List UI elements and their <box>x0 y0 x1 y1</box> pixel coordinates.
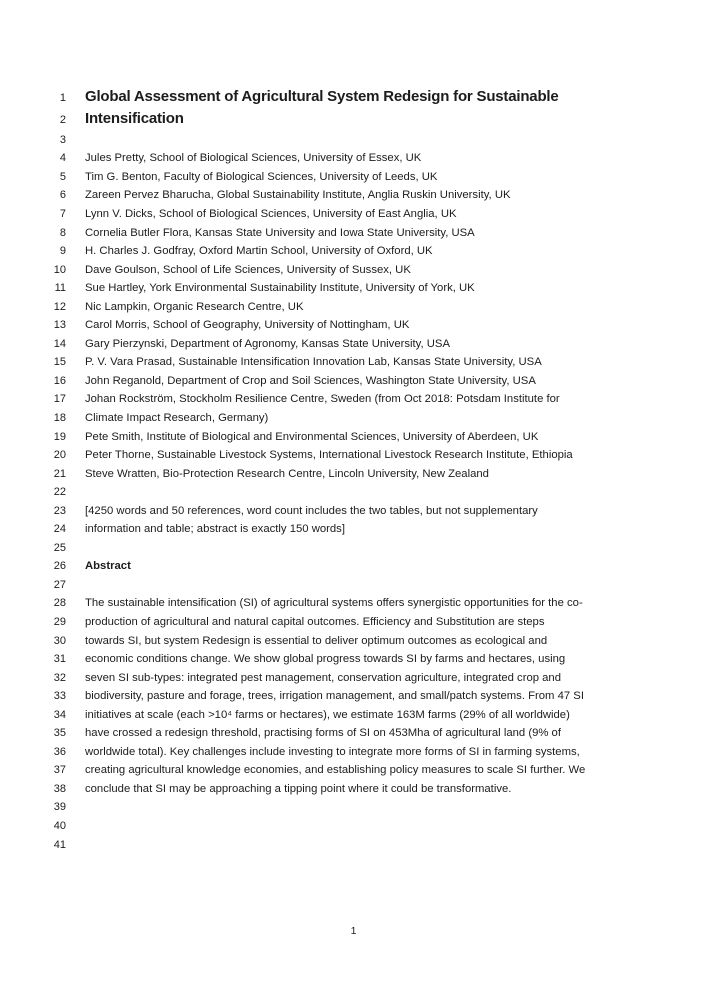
line-text: worldwide total). Key challenges include investing to integrate more forms of SI in farming systems, <box>85 745 580 758</box>
line-text: creating agricultural knowledge economies, and establishing policy measures to scale SI further. We <box>85 764 586 777</box>
line-number: 12 <box>53 300 66 313</box>
manuscript-line <box>0 706 677 725</box>
manuscript-line <box>0 298 677 317</box>
manuscript-line <box>0 687 677 706</box>
line-text: Global Assessment of Agricultural System Redesign for Sustainable <box>85 88 559 105</box>
manuscript-line <box>0 650 677 669</box>
line-text: Climate Impact Research, Germany) <box>85 411 269 424</box>
manuscript-line <box>0 632 677 651</box>
line-number: 22 <box>53 486 66 499</box>
line-number: 30 <box>53 634 66 647</box>
line-number: 4 <box>59 152 66 165</box>
line-number: 25 <box>53 541 66 554</box>
manuscript-line <box>0 149 677 168</box>
line-number: 38 <box>53 782 66 795</box>
manuscript-line <box>0 483 677 502</box>
manuscript-line <box>0 390 677 409</box>
manuscript-line <box>0 669 677 688</box>
manuscript-line <box>0 502 677 521</box>
line-text: Steve Wratten, Bio-Protection Research Centre, Lincoln University, New Zealand <box>85 467 489 480</box>
line-text: biodiversity, pasture and forage, trees, irrigation management, and small/patch systems. From 47 SI <box>85 690 584 703</box>
line-number: 34 <box>53 708 66 721</box>
line-number: 21 <box>53 467 66 480</box>
line-number: 10 <box>53 263 66 276</box>
line-text: John Reganold, Department of Crop and Soil Sciences, Washington State University, USA <box>85 374 536 387</box>
line-number: 33 <box>53 690 66 703</box>
line-number: 36 <box>53 745 66 758</box>
line-number: 28 <box>53 597 66 610</box>
line-number: 31 <box>53 653 66 666</box>
line-number: 5 <box>59 170 66 183</box>
manuscript-line <box>0 409 677 428</box>
manuscript-lines <box>0 86 677 854</box>
line-text: Pete Smith, Institute of Biological and Environmental Sciences, University of Aberdeen, UK <box>85 430 539 443</box>
line-number: 15 <box>53 356 66 369</box>
line-number: 32 <box>53 671 66 684</box>
line-text: economic conditions change. We show global progress towards SI by farms and hectares, using <box>85 653 566 666</box>
line-text: H. Charles J. Godfray, Oxford Martin School, University of Oxford, UK <box>85 245 433 258</box>
manuscript-line <box>0 316 677 335</box>
manuscript-line <box>0 465 677 484</box>
line-number: 23 <box>53 504 66 517</box>
line-number: 40 <box>53 820 66 833</box>
line-number: 20 <box>53 449 66 462</box>
line-number: 24 <box>53 523 66 536</box>
manuscript-line <box>0 86 677 108</box>
line-text: Zareen Pervez Bharucha, Global Sustainability Institute, Anglia Ruskin University, UK <box>85 189 511 202</box>
line-number: 27 <box>53 578 66 591</box>
line-text: P. V. Vara Prasad, Sustainable Intensification Innovation Lab, Kansas State University, USA <box>85 356 542 369</box>
line-number: 6 <box>59 189 66 202</box>
line-text: initiatives at scale (each >10⁴ farms or hectares), we estimate 163M farms (29% of all worldwide) <box>85 708 570 721</box>
line-number: 1 <box>59 92 66 104</box>
line-number: 18 <box>53 411 66 424</box>
line-text: [4250 words and 50 references, word count includes the two tables, but not supplementary <box>85 504 538 517</box>
line-text: seven SI sub-types: integrated pest management, conservation agriculture, integrated crop and <box>85 671 562 684</box>
manuscript-line <box>0 335 677 354</box>
line-number: 11 <box>54 282 66 295</box>
line-number: 13 <box>53 319 66 332</box>
manuscript-line <box>0 520 677 539</box>
manuscript-line <box>0 428 677 447</box>
manuscript-line <box>0 372 677 391</box>
manuscript-line <box>0 613 677 632</box>
manuscript-line <box>0 108 677 130</box>
manuscript-line <box>0 205 677 224</box>
manuscript-line <box>0 261 677 280</box>
manuscript-line <box>0 724 677 743</box>
line-number: 29 <box>53 616 66 628</box>
line-text: Jules Pretty, School of Biological Sciences, University of Essex, UK <box>85 152 422 165</box>
line-number: 14 <box>53 337 66 350</box>
line-number: 19 <box>53 430 66 443</box>
line-text: towards SI, but system Redesign is essential to deliver optimum outcomes as ecological and <box>85 634 548 647</box>
line-number: 39 <box>53 801 66 814</box>
manuscript-line <box>0 576 677 595</box>
line-text: Gary Pierzynski, Department of Agronomy, Kansas State University, USA <box>85 337 450 350</box>
line-number: 9 <box>59 245 66 258</box>
line-text: production of agricultural and natural capital outcomes. Efficiency and Substitution are steps <box>85 616 545 628</box>
manuscript-line <box>0 836 677 855</box>
line-number: 7 <box>59 207 66 220</box>
line-text: Lynn V. Dicks, School of Biological Sciences, University of East Anglia, UK <box>85 207 457 220</box>
line-number: 41 <box>53 838 66 851</box>
line-number: 8 <box>59 226 66 239</box>
line-text: Dave Goulson, School of Life Sciences, University of Sussex, UK <box>85 263 411 276</box>
manuscript-line <box>0 557 677 576</box>
line-text: Peter Thorne, Sustainable Livestock Systems, International Livestock Research Institute, Ethiopia <box>85 449 573 462</box>
line-text: Sue Hartley, York Environmental Sustainability Institute, University of York, UK <box>85 282 475 295</box>
manuscript-line <box>0 279 677 298</box>
manuscript-line <box>0 446 677 465</box>
manuscript-line <box>0 798 677 817</box>
line-text: information and table; abstract is exactly 150 words] <box>85 523 345 536</box>
manuscript-line <box>0 761 677 780</box>
line-text: The sustainable intensification (SI) of agricultural systems offers synergistic opportunities for the co- <box>85 597 583 610</box>
manuscript-line <box>0 186 677 205</box>
line-number: 16 <box>53 374 66 387</box>
manuscript-line <box>0 780 677 799</box>
line-text: Carol Morris, School of Geography, University of Nottingham, UK <box>85 319 410 332</box>
page-number: 1 <box>350 925 357 937</box>
line-text: Cornelia Butler Flora, Kansas State University and Iowa State University, USA <box>85 226 475 239</box>
line-number: 35 <box>53 727 66 740</box>
line-text: Nic Lampkin, Organic Research Centre, UK <box>85 300 304 313</box>
line-text: Johan Rockström, Stockholm Resilience Centre, Sweden (from Oct 2018: Potsdam Institute for <box>85 393 560 406</box>
line-text: Intensification <box>85 110 184 128</box>
line-number: 26 <box>53 560 66 573</box>
manuscript-line <box>0 743 677 762</box>
line-text: have crossed a redesign threshold, practising forms of SI on 453Mha of agricultural land (9% of <box>85 727 561 740</box>
manuscript-line <box>0 817 677 836</box>
line-number: 2 <box>59 114 66 127</box>
line-number: 3 <box>59 133 66 146</box>
line-number: 17 <box>53 393 66 406</box>
manuscript-line <box>0 539 677 558</box>
manuscript-line <box>0 168 677 187</box>
manuscript-line <box>0 594 677 613</box>
manuscript-line <box>0 224 677 243</box>
line-text: Tim G. Benton, Faculty of Biological Sciences, University of Leeds, UK <box>85 170 438 183</box>
manuscript-line <box>0 242 677 261</box>
line-number: 37 <box>53 764 66 777</box>
manuscript-line <box>0 131 677 150</box>
manuscript-line <box>0 353 677 372</box>
line-text: Abstract <box>85 560 131 573</box>
line-text: conclude that SI may be approaching a tipping point where it could be transformative. <box>85 782 512 795</box>
